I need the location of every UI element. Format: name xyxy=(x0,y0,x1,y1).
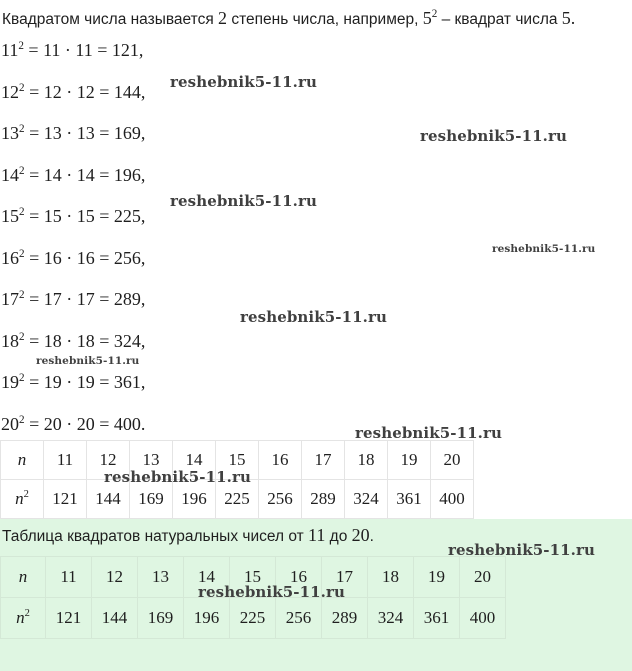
equation-exp: 2 xyxy=(19,413,25,426)
square-equation xyxy=(1,80,145,104)
equation-rhs: = 19 · 19 = 361, xyxy=(24,372,146,392)
table-cell: 169 xyxy=(138,598,184,639)
equation-base: 16 xyxy=(1,248,19,268)
equation-rhs: = 11 · 11 = 121, xyxy=(23,40,144,60)
table-cell: 144 xyxy=(92,598,138,639)
row-label-n2 xyxy=(1,480,44,519)
watermark-text: reshebnik5-11.ru xyxy=(36,355,140,367)
equation-rhs: = 20 · 20 = 400. xyxy=(24,414,146,434)
table-cell: 18 xyxy=(368,557,414,598)
row-label-n: n xyxy=(1,557,46,598)
square-equation xyxy=(1,329,145,353)
equation-rhs: = 15 · 15 = 225, xyxy=(24,206,146,226)
table-cell: 289 xyxy=(322,598,368,639)
table-cell: 20 xyxy=(431,441,474,480)
intro-example xyxy=(423,8,438,28)
equation-base: 14 xyxy=(1,165,19,185)
square-equation xyxy=(1,163,145,187)
equation-rhs: = 13 · 13 = 169, xyxy=(24,123,146,143)
equation-rhs: = 17 · 17 = 289, xyxy=(24,289,146,309)
equation-base: 18 xyxy=(1,331,19,351)
intro-prefix: Квадратом числа называется xyxy=(2,11,219,28)
row-label-n2-base: n xyxy=(15,489,24,508)
equation-rhs: = 16 · 16 = 256, xyxy=(24,248,146,268)
watermark-text: reshebnik5-11.ru xyxy=(240,308,387,326)
intro-num: 2 xyxy=(218,8,228,28)
equation-exp: 2 xyxy=(19,371,25,384)
table-row-n2 xyxy=(1,598,506,639)
intro-end-num: 5 xyxy=(561,8,571,28)
table-cell: 20 xyxy=(460,557,506,598)
square-equation xyxy=(1,412,145,436)
table-cell: 225 xyxy=(216,480,259,519)
square-equation xyxy=(1,287,145,311)
square-equation xyxy=(1,121,145,145)
watermark-text: reshebnik5-11.ru xyxy=(420,127,567,145)
intro-end-dot: . xyxy=(570,8,576,28)
table-cell: 11 xyxy=(44,441,87,480)
table-cell: 256 xyxy=(259,480,302,519)
table-cell: 14 xyxy=(184,557,230,598)
watermark-text: reshebnik5-11.ru xyxy=(170,192,317,210)
table-caption xyxy=(2,521,374,551)
equation-base: 17 xyxy=(1,289,19,309)
intro-base: 5 xyxy=(422,8,432,28)
watermark-text: reshebnik5-11.ru xyxy=(198,583,345,601)
watermark-text: reshebnik5-11.ru xyxy=(492,243,596,255)
equation-exp: 2 xyxy=(19,288,25,301)
equation-exp: 2 xyxy=(19,122,25,135)
table-cell: 256 xyxy=(276,598,322,639)
table-cell: 13 xyxy=(130,441,173,480)
square-equation xyxy=(1,370,145,394)
table-cell: 17 xyxy=(302,441,345,480)
table-cell: 11 xyxy=(46,557,92,598)
equation-rhs: = 14 · 14 = 196, xyxy=(24,165,146,185)
table-cell: 400 xyxy=(460,598,506,639)
table-cell: 144 xyxy=(87,480,130,519)
row-label-n2-exp: 2 xyxy=(24,608,30,620)
row-label-n2-base: n xyxy=(16,608,25,627)
equation-base: 13 xyxy=(1,123,19,143)
table-cell: 13 xyxy=(138,557,184,598)
table-cell: 400 xyxy=(431,480,474,519)
equation-exp: 2 xyxy=(19,247,25,260)
equation-exp: 2 xyxy=(19,164,25,177)
watermark-text: reshebnik5-11.ru xyxy=(104,468,251,486)
table-cell: 289 xyxy=(302,480,345,519)
caption-prefix: Таблица квадратов натуральных чисел от xyxy=(2,528,309,545)
row-label-n2-exp: 2 xyxy=(23,489,29,501)
equation-base: 15 xyxy=(1,206,19,226)
square-equation xyxy=(1,246,145,270)
row-label-n: n xyxy=(1,441,44,480)
equation-base: 20 xyxy=(1,414,19,434)
table-cell: 18 xyxy=(345,441,388,480)
table-cell: 361 xyxy=(388,480,431,519)
table-cell: 361 xyxy=(414,598,460,639)
table-cell: 14 xyxy=(173,441,216,480)
equation-exp: 2 xyxy=(18,39,24,52)
table-cell: 16 xyxy=(276,557,322,598)
square-equation xyxy=(1,204,145,228)
equation-base: 19 xyxy=(1,372,19,392)
table-cell: 225 xyxy=(230,598,276,639)
intro-exp: 2 xyxy=(431,7,438,20)
caption-middle: до xyxy=(325,528,352,545)
equation-rhs: = 18 · 18 = 324, xyxy=(24,331,146,351)
caption-from: 11 xyxy=(308,525,326,545)
table-cell: 324 xyxy=(345,480,388,519)
equation-exp: 2 xyxy=(19,81,25,94)
table-cell: 12 xyxy=(87,441,130,480)
caption-to: 20 xyxy=(351,525,370,545)
equation-exp: 2 xyxy=(19,330,25,343)
table-cell: 19 xyxy=(388,441,431,480)
table-cell: 196 xyxy=(184,598,230,639)
intro-text xyxy=(2,4,575,34)
caption-dot: . xyxy=(369,528,374,545)
table-cell: 15 xyxy=(230,557,276,598)
watermark-text: reshebnik5-11.ru xyxy=(448,541,595,559)
row-label-n2 xyxy=(1,598,46,639)
table-cell: 15 xyxy=(216,441,259,480)
watermark-text: reshebnik5-11.ru xyxy=(170,73,317,91)
square-equation xyxy=(1,38,143,62)
intro-suffix: – квадрат числа xyxy=(437,11,562,28)
watermark-text: reshebnik5-11.ru xyxy=(355,424,502,442)
table-cell: 196 xyxy=(173,480,216,519)
table-cell: 19 xyxy=(414,557,460,598)
equation-rhs: = 12 · 12 = 144, xyxy=(24,82,146,102)
table-cell: 17 xyxy=(322,557,368,598)
table-cell: 16 xyxy=(259,441,302,480)
table-cell: 324 xyxy=(368,598,414,639)
table-cell: 12 xyxy=(92,557,138,598)
table-cell: 121 xyxy=(44,480,87,519)
intro-middle: степень числа, например, xyxy=(227,11,423,28)
equation-exp: 2 xyxy=(19,205,25,218)
table-cell: 121 xyxy=(46,598,92,639)
table-cell: 169 xyxy=(130,480,173,519)
equation-base: 12 xyxy=(1,82,19,102)
equation-base: 11 xyxy=(1,40,19,60)
